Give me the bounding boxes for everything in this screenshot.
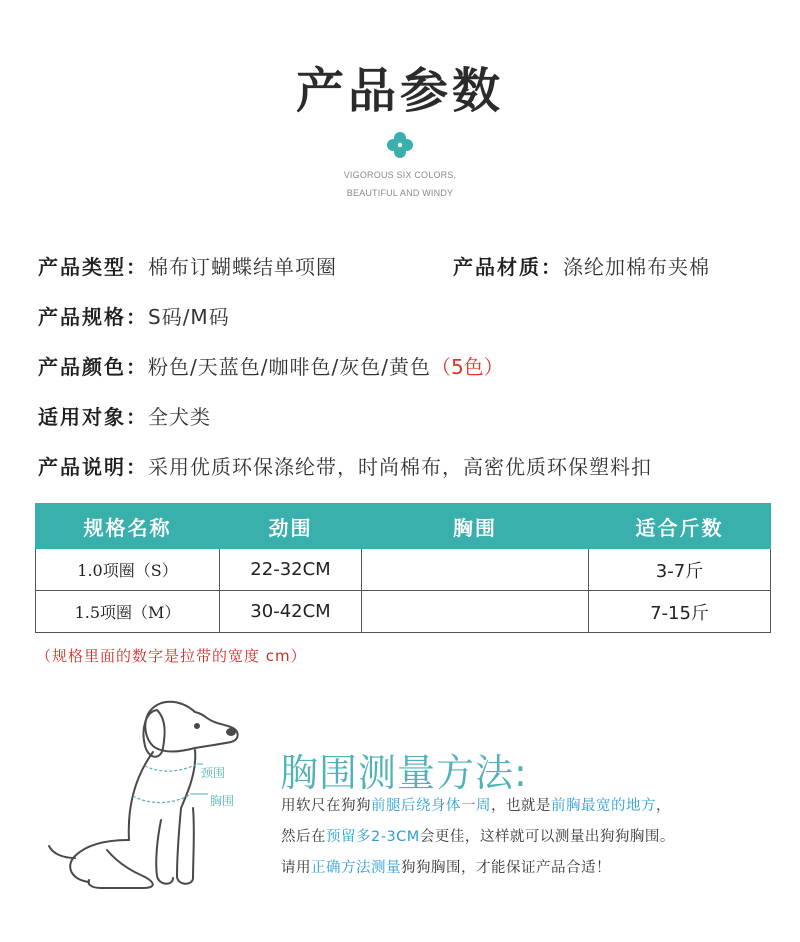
table-header-row — [36, 504, 771, 549]
chest-label: 胸围 — [210, 794, 235, 808]
table-cell — [362, 549, 589, 591]
subtitle-line-1: VIGOROUS SIX COLORS, — [343, 170, 457, 180]
param-spec-label: 产品规格： — [38, 305, 148, 329]
table-cell — [362, 591, 589, 633]
measure-text: 狗狗胸围，才能保证产品合适！ — [401, 860, 611, 876]
subtitle-line-2: BEAUTIFUL AND WINDY — [346, 188, 454, 198]
table-note: （规格里面的数字是拉带的宽度 cm） — [36, 647, 307, 665]
param-color-count: （5色） — [430, 355, 504, 379]
param-spec-value: S码/M码 — [148, 305, 230, 329]
table-cell: 7-15斤 — [589, 591, 771, 633]
table-cell: 1.5项圈（M） — [36, 591, 220, 633]
param-target-value: 全犬类 — [148, 405, 211, 429]
param-desc — [38, 451, 652, 480]
param-target — [38, 401, 211, 430]
measure-text: ，也就是 — [491, 798, 551, 814]
param-type-value: 棉布订蝴蝶结单项圈 — [148, 255, 337, 279]
measure-text: 请用 — [281, 860, 311, 876]
table-cell: 1.0项圈（S） — [36, 549, 220, 591]
param-material-value: 涤纶加棉布夹棉 — [563, 255, 710, 279]
measure-highlight: 前腿后绕身体一周 — [371, 798, 491, 814]
param-desc-value: 采用优质环保涤纶带，时尚棉布，高密优质环保塑料扣 — [148, 455, 652, 479]
param-material-label: 产品材质： — [453, 255, 563, 279]
table-header-cell: 适合斤数 — [589, 504, 771, 549]
measure-line-1 — [281, 794, 671, 815]
measure-text: ， — [656, 798, 671, 814]
table-header-cell: 劲围 — [220, 504, 362, 549]
size-table — [35, 503, 771, 633]
table-row — [36, 591, 771, 633]
param-desc-label: 产品说明： — [38, 455, 148, 479]
measure-highlight: 正确方法测量 — [311, 860, 401, 876]
table-header-cell: 胸围 — [362, 504, 589, 549]
clover-icon — [386, 131, 414, 159]
measure-line-2 — [281, 825, 675, 846]
measure-highlight: 预留多2-3CM — [326, 829, 420, 845]
measure-line-3 — [281, 856, 611, 877]
table-cell: 30-42CM — [220, 591, 362, 633]
param-type — [38, 251, 337, 280]
measure-text: 会更佳，这样就可以测量出狗狗胸围。 — [419, 829, 675, 845]
param-type-label: 产品类型： — [38, 255, 148, 279]
param-material — [453, 251, 710, 280]
neck-label: 颈围 — [201, 766, 226, 780]
page-title: 产品参数 — [295, 63, 504, 119]
param-target-label: 适用对象： — [38, 405, 148, 429]
param-spec — [38, 301, 230, 330]
measure-title: 胸围测量方法: — [280, 751, 528, 795]
measure-highlight: 前胸最宽的地方 — [551, 798, 656, 814]
param-color — [38, 351, 504, 380]
table-row — [36, 549, 771, 591]
table-cell: 22-32CM — [220, 549, 362, 591]
table-header-cell: 规格名称 — [36, 504, 220, 549]
param-color-label: 产品颜色： — [38, 355, 148, 379]
param-color-value: 粉色/天蓝色/咖啡色/灰色/黄色 — [148, 355, 431, 379]
measure-text: 用软尺在狗狗 — [281, 798, 371, 814]
measure-text: 然后在 — [281, 829, 326, 845]
table-cell: 3-7斤 — [589, 549, 771, 591]
